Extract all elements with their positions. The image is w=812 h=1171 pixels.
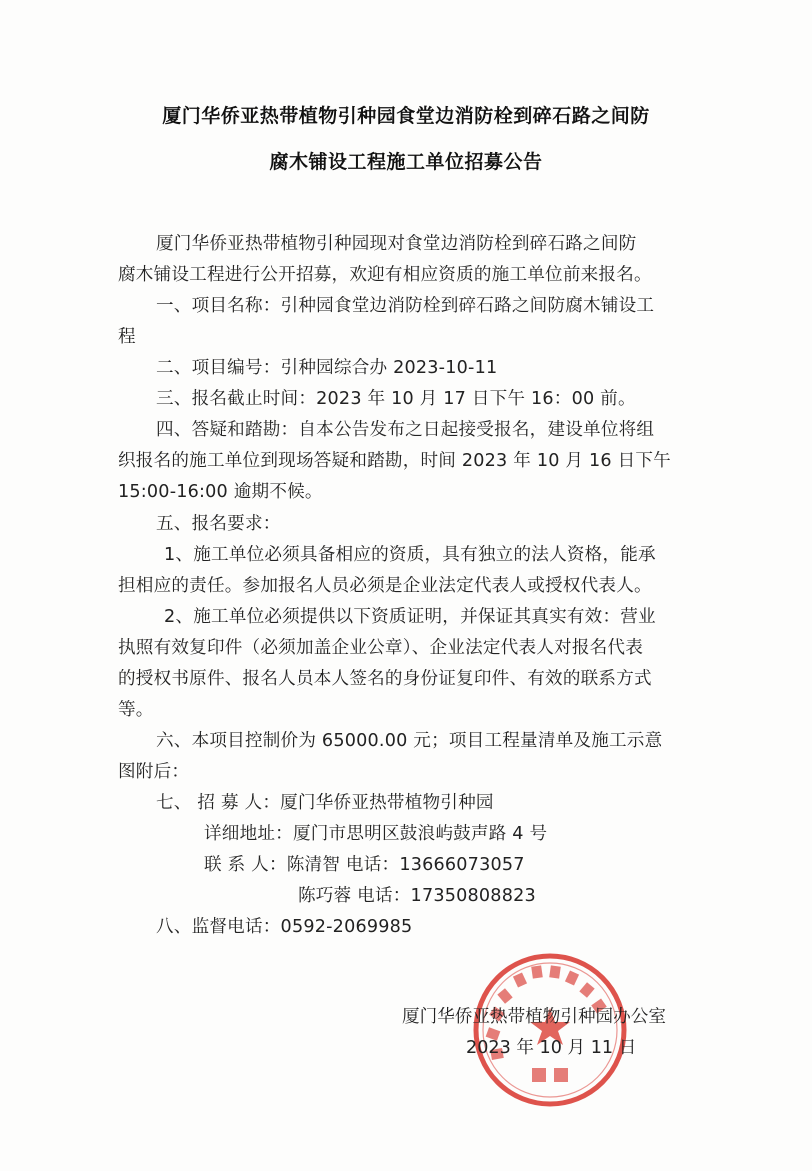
requirement-1-line-2: 担相应的责任。参加报名人员必须是企业法定代表人或授权代表人。 [118, 576, 652, 596]
signing-organization: 厦门华侨亚热带植物引种园办公室 [402, 1007, 666, 1027]
requirements-heading: 五、报名要求： [156, 514, 281, 534]
control-price-line-1: 六、本项目控制价为 65000.00 元；项目工程量清单及施工示意 [156, 731, 663, 751]
registration-deadline: 三、报名截止时间：2023 年 10 月 17 日下午 16：00 前。 [156, 389, 636, 409]
supervision-phone: 八、监督电话：0592-2069985 [156, 917, 413, 937]
signing-date: 2023 年 10 月 11 日 [466, 1038, 637, 1058]
requirement-1-line-1: 1、施工单位必须具备相应的资质，具有独立的法人资格，能承 [164, 545, 656, 565]
contact-person-1: 联 系 人：陈清智 电话：13666073057 [204, 855, 525, 875]
project-name-line-1: 一、项目名称：引种园食堂边消防栓到碎石路之间防腐木铺设工 [156, 296, 655, 316]
detailed-address: 详细地址：厦门市思明区鼓浪屿鼓声路 4 号 [204, 824, 548, 844]
requirement-2-line-2: 执照有效复印件（必须加盖企业公章）、企业法定代表人对报名代表 [118, 638, 644, 658]
intro-line-2: 腐木铺设工程进行公开招募，欢迎有相应资质的施工单位前来报名。 [118, 265, 652, 285]
qa-site-visit-line-3: 15:00-16:00 逾期不候。 [118, 482, 323, 502]
contact-person-2: 陈巧蓉 电话：17350808823 [298, 886, 536, 906]
project-number: 二、项目编号：引种园综合办 2023-10-11 [156, 358, 498, 378]
requirement-2-line-4: 等。 [118, 700, 154, 720]
control-price-line-2: 图附后： [118, 762, 190, 782]
requirement-2-line-1: 2、施工单位必须提供以下资质证明，并保证其真实有效：营业 [164, 607, 656, 627]
official-seal-stamp [470, 950, 630, 1110]
notice-title-line-1: 厦门华侨亚热带植物引种园食堂边消防栓到碎石路之间防 [162, 105, 650, 127]
recruiter: 七、 招 募 人：厦门华侨亚热带植物引种园 [156, 793, 494, 813]
qa-site-visit-line-2: 织报名的施工单位到现场答疑和踏勘，时间 2023 年 10 月 16 日下午 [118, 451, 671, 471]
qa-site-visit-line-1: 四、答疑和踏勘：自本公告发布之日起接受报名，建设单位将组 [156, 420, 655, 440]
notice-title-line-2: 腐木铺设工程施工单位招募公告 [269, 151, 543, 173]
requirement-2-line-3: 的授权书原件、报名人员本人签名的身份证复印件、有效的联系方式 [118, 669, 652, 689]
project-name-line-2: 程 [118, 327, 136, 347]
intro-line-1: 厦门华侨亚热带植物引种园现对食堂边消防栓到碎石路之间防 [156, 234, 637, 254]
